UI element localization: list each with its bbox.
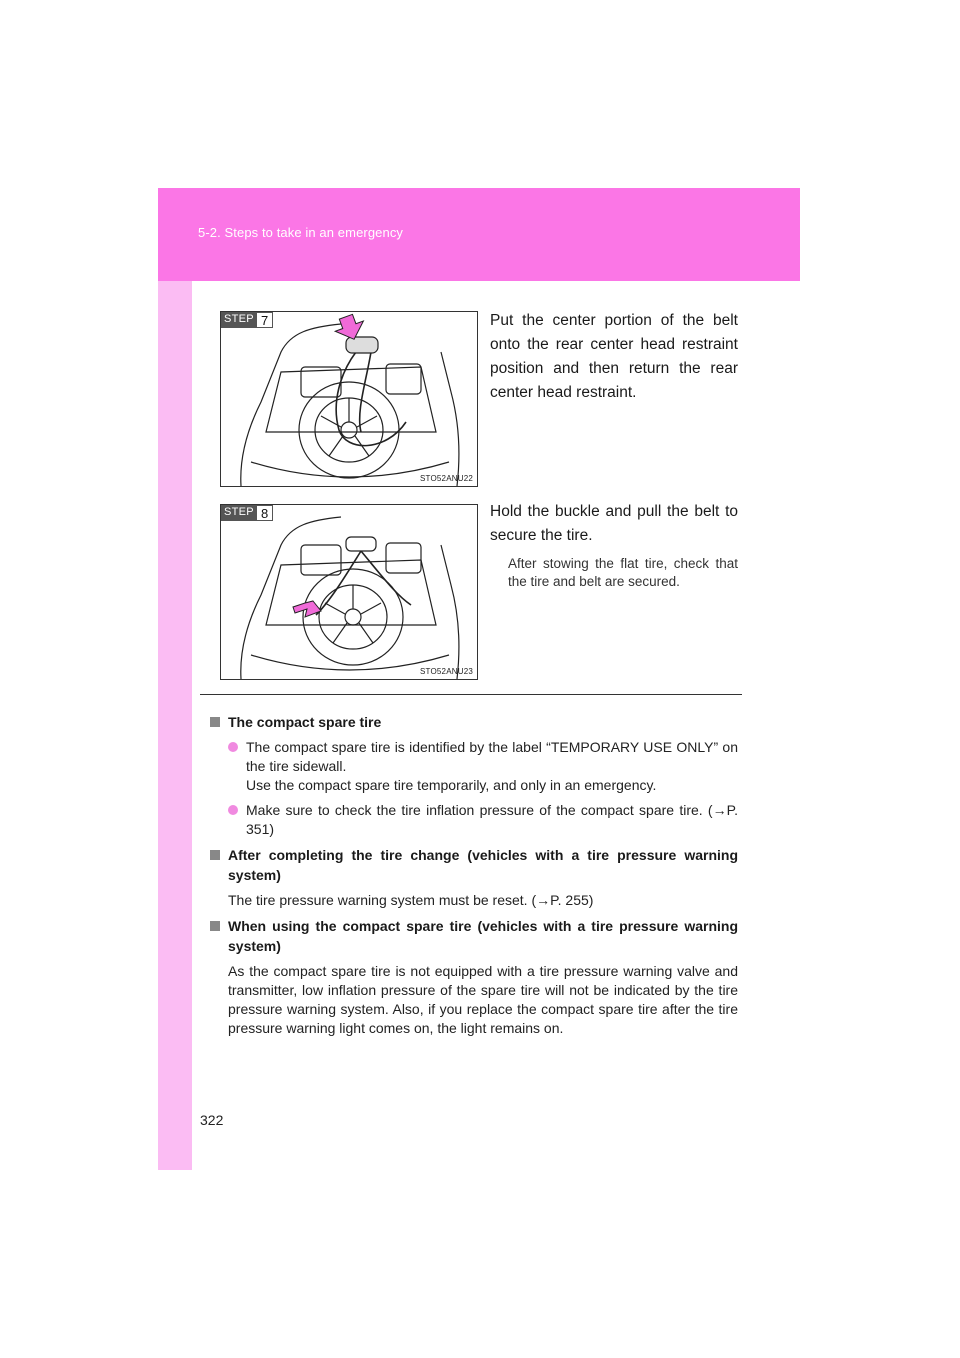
trunk-illustration-step7 (221, 312, 477, 486)
page-number: 322 (200, 1112, 224, 1128)
section-divider (200, 694, 742, 695)
step-8-text: Hold the buckle and pull the belt to secure the tire. (490, 503, 738, 544)
notes-section (210, 712, 738, 1044)
step-8-note: After stowing the flat tire, check that the tire and belt are secured. (508, 556, 738, 589)
note-body: As the compact spare tire is not equipped with a tire pressure warning valve and transmitter, low inflation pressure of the spare tire will not be indicated by the tire pressure warning system. Also, if you replace the compact spare tire after the tire pressure warning light comes on, the light remains on. (228, 963, 738, 1036)
side-tab-strip (158, 188, 192, 1170)
step-8-figure (220, 504, 478, 680)
step-badge: STEP 7 (221, 312, 273, 328)
trunk-illustration-step8 (221, 505, 477, 679)
note-heading: The compact spare tire (210, 712, 738, 732)
figure-code: STO52ANU22 (420, 474, 473, 483)
note-bullet: Make sure to check the tire inflation pressure of the compact spare tire. (→P. 351) (210, 801, 738, 839)
circle-bullet-icon (228, 805, 238, 815)
note-heading: After completing the tire change (vehicles with a tire pressure warning system) (210, 845, 738, 885)
step-badge: STEP 8 (221, 505, 273, 521)
circle-bullet-icon (228, 742, 238, 752)
section-title: 5-2. Steps to take in an emergency (198, 225, 404, 240)
note-heading: When using the compact spare tire (vehicles with a tire pressure warning system) (210, 916, 738, 956)
note-body: The tire pressure warning system must be reset. (→P. 255) (228, 892, 594, 908)
note-bullet: The compact spare tire is identified by the label “TEMPORARY USE ONLY” on the tire sidewall. Use the compact spare tire temporarily, and only in an emergency. (210, 738, 738, 795)
step-7-figure (220, 311, 478, 487)
square-bullet-icon (210, 850, 220, 860)
square-bullet-icon (210, 921, 220, 931)
head-restraint-shape (346, 337, 378, 353)
square-bullet-icon (210, 717, 220, 727)
step-7-text: Put the center portion of the belt onto the rear center head restraint position and then return the rear center head restraint. (490, 312, 738, 401)
figure-code: STO52ANU23 (420, 667, 473, 676)
